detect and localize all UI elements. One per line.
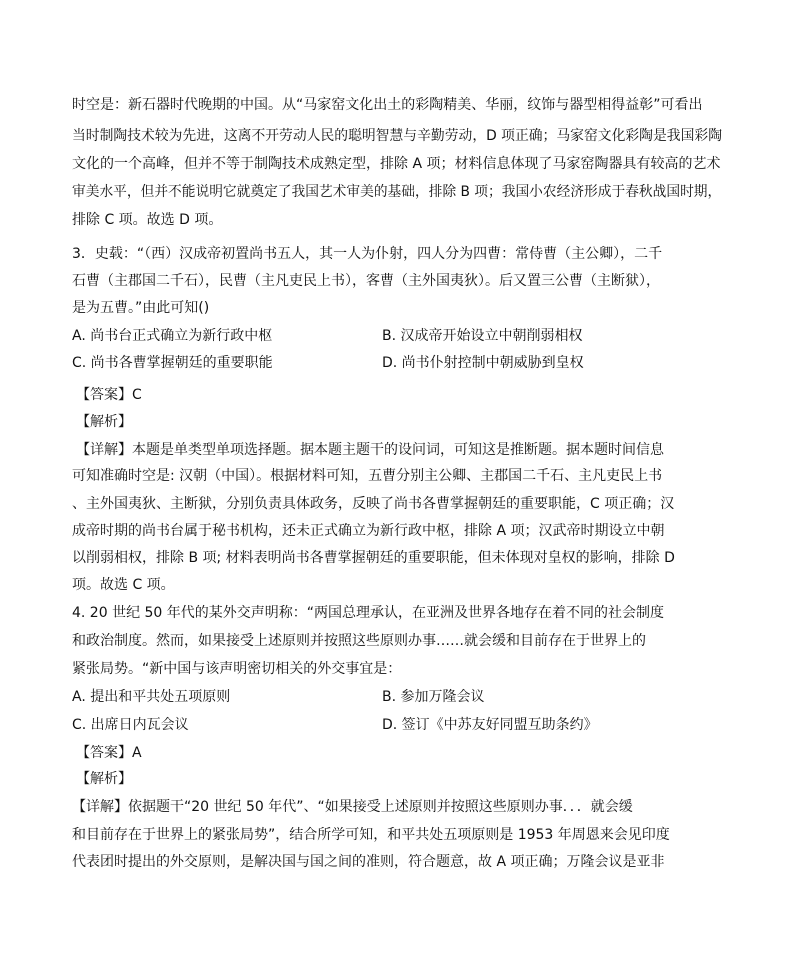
q4-option-a: A. 提出和平共处五项原则: [72, 689, 231, 705]
question-4-stem: 4. 20 世纪 50 年代的某外交声明称：“两国总理承认，在亚洲及世界各地存在着不同的社会制度: [72, 605, 665, 621]
q3-detail-line: 项。故选 C 项。: [72, 577, 175, 593]
q3-detail-line: 、主外国夷狄、主断狱，分别负责具体政务，反映了尚书各曹掌握朝廷的重要职能，C 项正确；汉: [72, 496, 675, 512]
intro-line: 排除 C 项。故选 D 项。: [72, 212, 223, 228]
q3-option-d: D. 尚书仆射控制中朝威胁到皇权: [382, 355, 584, 371]
q4-detail-line: 代表团时提出的外交原则，是解决国与国之间的准则，符合题意，故 A 项正确；万隆会议是亚非: [72, 854, 665, 870]
q3-option-a: A. 尚书台正式确立为新行政中枢: [72, 328, 273, 344]
question-3-stem: 3．史载：“（西）汉成帝初置尚书五人，其一人为仆射，四人分为四曹：常侍曹（主公卿），二千: [72, 246, 663, 262]
q4-analysis-label: 【解析】: [76, 771, 132, 787]
q4-option-c: C. 出席日内瓦会议: [72, 717, 189, 733]
q3-answer: 【答案】C: [76, 387, 142, 403]
intro-line: 审美水平，但并不能说明它就奠定了我国艺术审美的基础，排除 B 项；我国小农经济形成于春秋战国时期，: [72, 184, 722, 200]
q3-detail-line: 成帝时期的尚书台属于秘书机构，还未正式确立为新行政中枢，排除 A 项；汉武帝时期设立中朝: [72, 523, 665, 539]
intro-line: 当时制陶技术较为先进，这离不开劳动人民的聪明智慧与辛勤劳动，D 项正确；马家窑文化彩陶是我国彩陶: [72, 128, 723, 144]
q3-analysis-label: 【解析】: [76, 414, 132, 430]
q3-option-b: B. 汉成帝开始设立中朝削弱相权: [382, 328, 583, 344]
question-4-stem: 和政治制度。然而，如果接受上述原则并按照这些原则办事……就会缓和目前存在于世界上的: [72, 633, 646, 649]
q4-option-d: D. 签订《中苏友好同盟互助条约》: [382, 717, 598, 733]
q4-answer: 【答案】A: [76, 745, 142, 761]
question-4-stem: 紧张局势。“新中国与该声明密切相关的外交事宜是：: [72, 661, 402, 677]
q4-detail-line: 和目前存在于世界上的紧张局势”，结合所学可知，和平共处五项原则是 1953 年周恩来会见印度: [72, 827, 670, 843]
q4-detail-line: 【详解】依据题干“20 世纪 50 年代”、“如果接受上述原则并按照这些原则办事．．．就会缓: [72, 799, 633, 815]
q4-option-b: B. 参加万隆会议: [382, 689, 485, 705]
question-3-stem: 石曹（主郡国二千石），民曹（主凡吏民上书），客曹（主外国夷狄）。后又置三公曹（主断狱），: [72, 273, 660, 289]
question-3-stem: 是为五曹。”由此可知(): [72, 300, 210, 316]
q3-detail-line: 以削弱相权，排除 B 项; 材料表明尚书各曹掌握朝廷的重要职能，但未体现对皇权的影响，排除 D: [72, 550, 675, 566]
intro-line: 文化的一个高峰，但并不等于制陶技术成熟定型，排除 A 项；材料信息体现了马家窑陶器具有较高的艺术: [72, 156, 721, 172]
q3-detail-line: 【详解】本题是单类型单项选择题。据本题主题干的设问词，可知这是推断题。据本题时间信息: [76, 442, 664, 458]
intro-line: 时空是：新石器时代晚期的中国。从“马家窑文化出土的彩陶精美、华丽，纹饰与器型相得益彰”可看出: [72, 97, 703, 113]
q3-detail-line: 可知准确时空是: 汉朝（中国）。根据材料可知，五曹分别主公卿、主郡国二千石、主凡吏民上书: [72, 468, 663, 484]
q3-option-c: C. 尚书各曹掌握朝廷的重要职能: [72, 355, 273, 371]
